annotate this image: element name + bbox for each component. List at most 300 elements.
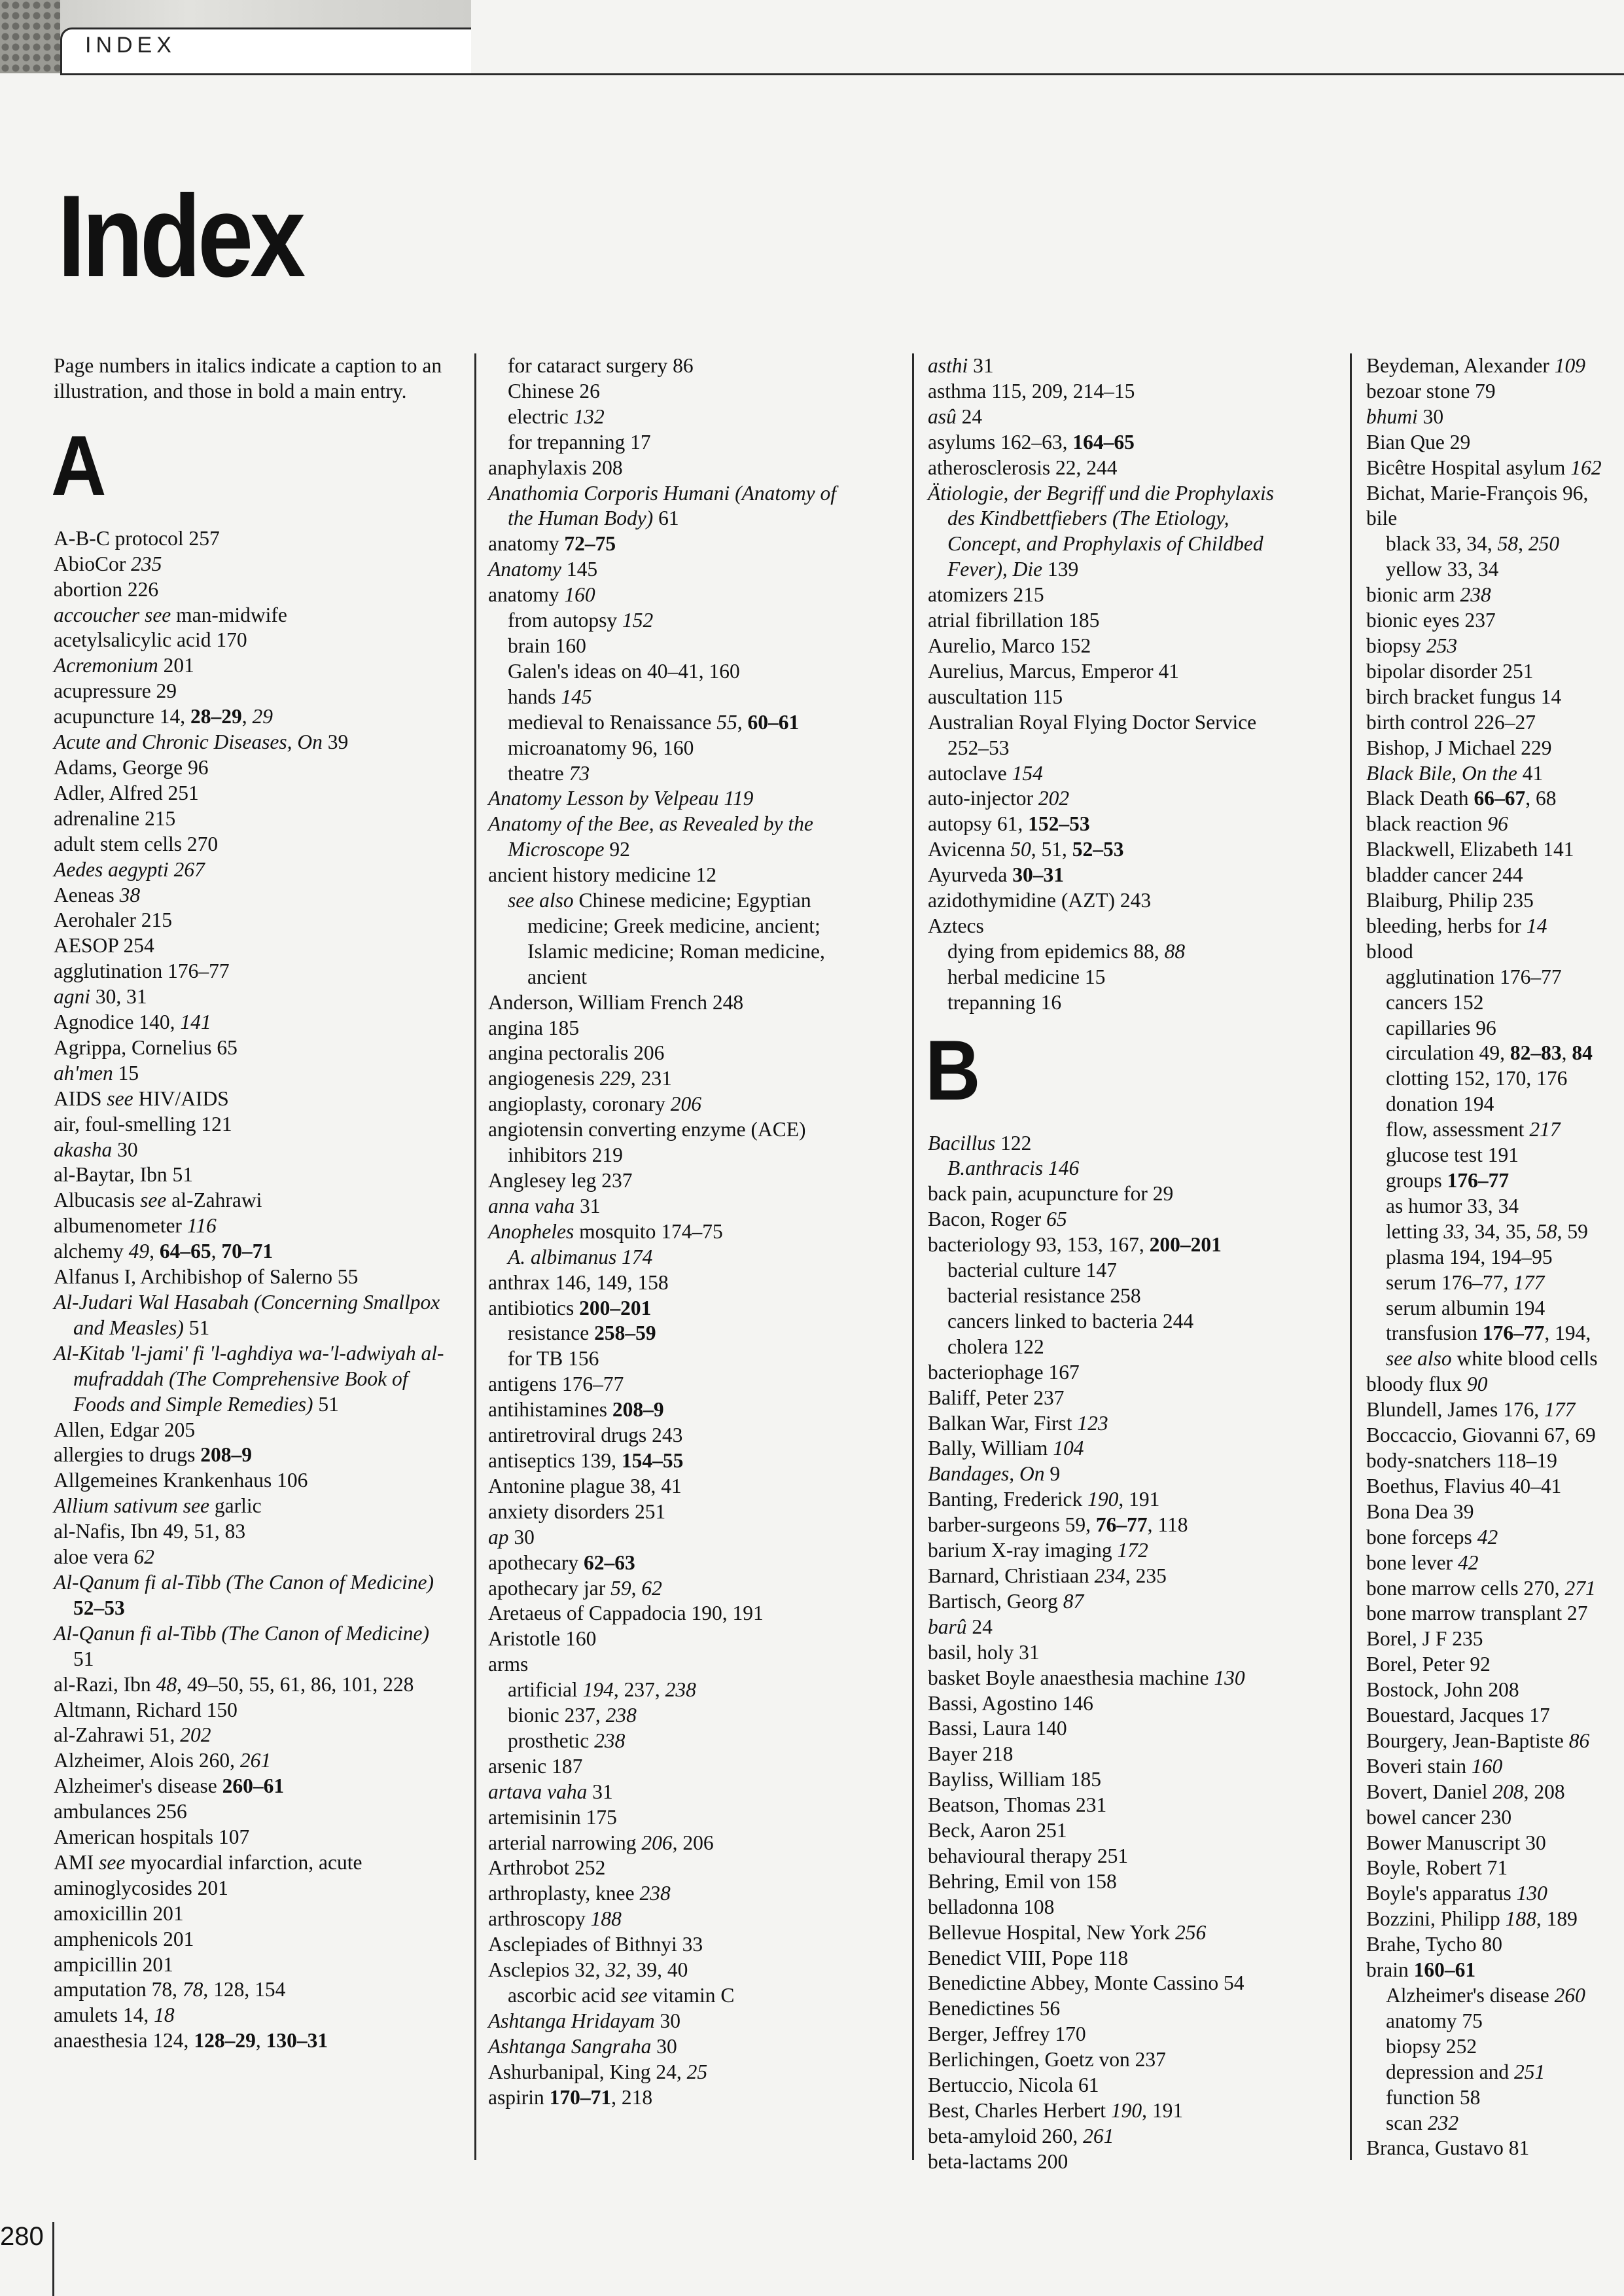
entry-text-run: 30	[654, 2009, 680, 2032]
index-entry	[928, 1538, 1294, 1564]
entry-text-run: biopsy 252	[1386, 2034, 1477, 2058]
entry-text-run: 208–9	[612, 1398, 664, 1422]
entry-text-run: bone marrow transplant 27	[1366, 1602, 1588, 1625]
index-subentry	[1366, 1143, 1624, 1168]
entry-text-run: bladder cancer 244	[1366, 863, 1523, 887]
entry-text-run: ambulances 256	[54, 1800, 187, 1823]
entry-text-run: function 58	[1386, 2085, 1481, 2109]
entry-text-run: 162	[1570, 456, 1602, 479]
index-entry	[928, 1742, 1294, 1767]
index-subentry	[928, 1258, 1294, 1283]
index-subentry	[488, 659, 855, 685]
index-entry	[488, 1066, 855, 1092]
index-entry	[54, 1799, 446, 1825]
entry-text-run: Bellevue Hospital, New York	[928, 1920, 1175, 1944]
entry-text-run: antiseptics 139,	[488, 1448, 622, 1472]
entry-text-run: Benedict VIII, Pope 118	[928, 1946, 1129, 1969]
entry-text-run: autopsy 61,	[928, 812, 1029, 836]
column-divider	[1350, 353, 1352, 2160]
entry-text-run: dying from epidemics 88,	[947, 939, 1165, 963]
entry-text-run: 152	[622, 609, 654, 632]
index-subentry	[488, 736, 855, 761]
entry-text-run: Bona Dea 39	[1366, 1499, 1474, 1523]
index-entry	[1366, 1576, 1624, 1602]
index-entry	[928, 710, 1294, 761]
entry-text-run: hands	[508, 685, 561, 708]
entry-text-run: , 191	[1118, 1488, 1160, 1511]
entry-text-run: 31	[574, 1194, 601, 1217]
entry-text-run: 250	[1528, 532, 1560, 556]
index-subentry	[1366, 557, 1624, 583]
entry-text-run: serum 176–77,	[1386, 1270, 1514, 1294]
entry-text-run: bone lever	[1366, 1551, 1458, 1574]
index-entry	[488, 1805, 855, 1831]
index-entry	[1366, 379, 1624, 404]
entry-text-run: Bayliss, William 185	[928, 1768, 1102, 1791]
index-entry	[928, 786, 1294, 812]
index-entry	[1366, 1754, 1624, 1780]
entry-text-run: 30	[112, 1138, 138, 1161]
index-entry	[1366, 939, 1624, 965]
entry-text-run: angioplasty, coronary	[488, 1092, 671, 1116]
entry-text-run: Bovert, Daniel	[1366, 1780, 1493, 1803]
index-subentry	[1366, 2060, 1624, 2085]
index-entry	[1366, 1907, 1624, 1932]
entry-text-run: aloe vera	[54, 1545, 134, 1569]
entry-text-run: Agnodice 140,	[54, 1011, 181, 1034]
entry-text-run: 24	[966, 1615, 993, 1638]
index-entry	[54, 603, 446, 628]
entry-text-run: anthrax 146, 149, 158	[488, 1270, 669, 1294]
entry-text-run: ,	[737, 710, 748, 734]
entry-text-run: Brahe, Tycho 80	[1366, 1933, 1503, 1956]
index-entry	[488, 1576, 855, 1602]
entry-text-run: 139	[1042, 558, 1079, 581]
entry-text-run: amulets 14,	[54, 2003, 154, 2027]
index-subentry	[488, 1983, 855, 2009]
index-entry	[488, 1168, 855, 1194]
entry-text-run: 38	[119, 883, 141, 906]
entry-text-run: 229	[599, 1067, 631, 1090]
index-subentry	[488, 685, 855, 710]
index-entry	[1366, 1474, 1624, 1499]
index-entry	[1366, 506, 1624, 531]
index-entry	[54, 2028, 446, 2054]
index-entry	[54, 1927, 446, 1952]
entry-text-run: 190	[1087, 1488, 1119, 1511]
index-entry	[928, 404, 1294, 430]
index-subentry	[1366, 1016, 1624, 1041]
entry-text-run: Branca, Gustavo 81	[1366, 2136, 1530, 2160]
entry-text-run: Anopheles	[488, 1219, 574, 1243]
entry-text-run: 154	[1012, 761, 1043, 785]
entry-text-run: 260	[1554, 1984, 1585, 2007]
index-entry	[928, 608, 1294, 634]
index-entry	[488, 1958, 855, 1983]
index-entry	[928, 1818, 1294, 1844]
entry-text-run: mosquito 174–75	[574, 1219, 723, 1243]
entry-text-run: Anatomy	[488, 558, 561, 581]
index-entry	[54, 1825, 446, 1850]
entry-text-run: anxiety disorders 251	[488, 1499, 666, 1523]
index-entry	[54, 1265, 446, 1290]
entry-text-run: Aeneas	[54, 883, 120, 906]
entry-text-run: 88	[1164, 939, 1186, 963]
index-entry	[928, 1920, 1294, 1946]
entry-text-run: aspirin	[488, 2085, 550, 2109]
entry-text-run: Albucasis	[54, 1189, 141, 1212]
entry-text-run: , 68	[1525, 787, 1557, 810]
entry-text-run: 73	[569, 761, 590, 785]
entry-text-run: , 51,	[1031, 838, 1072, 861]
entry-text-run: anaphylaxis 208	[488, 456, 623, 479]
entry-text-run: body-snatchers 118–19	[1366, 1448, 1557, 1472]
index-entry	[54, 1977, 446, 2003]
index-entry	[54, 1570, 446, 1621]
index-entry	[1366, 837, 1624, 863]
entry-text-run: cancers 152	[1386, 990, 1484, 1014]
index-subentry	[488, 1346, 855, 1372]
entry-text-run: 64–65	[159, 1240, 211, 1263]
entry-text-run: Agrippa, Cornelius 65	[54, 1035, 238, 1059]
index-entry	[928, 863, 1294, 888]
entry-text-run: antibiotics	[488, 1296, 580, 1319]
entry-text-run: American hospitals 107	[54, 1825, 250, 1849]
entry-text-run: 66–67	[1474, 787, 1526, 810]
entry-text-run: Banting, Frederick	[928, 1488, 1088, 1511]
entry-text-run: Bozzini, Philipp	[1366, 1907, 1506, 1931]
entry-text-run: Best, Charles Herbert	[928, 2099, 1111, 2122]
index-subentry	[1366, 1168, 1624, 1194]
entry-text-run: 238	[639, 1882, 671, 1905]
entry-text-run: 190	[1110, 2099, 1142, 2122]
entry-text-run: as humor 33, 34	[1386, 1194, 1519, 1217]
entry-text-run: 132	[573, 404, 605, 428]
index-entry	[928, 1360, 1294, 1386]
index-entry	[488, 1881, 855, 1907]
index-subentry	[488, 1677, 855, 1703]
index-column-2	[488, 353, 855, 2160]
index-entry	[54, 552, 446, 577]
index-entry	[1366, 710, 1624, 736]
entry-text-run: Bassi, Agostino 146	[928, 1691, 1093, 1715]
index-entry	[928, 1513, 1294, 1538]
entry-text-run: Chinese 26	[508, 379, 600, 403]
entry-text-run: 261	[239, 1749, 272, 1772]
entry-text-run: angiogenesis	[488, 1067, 600, 1090]
entry-text-run: 104	[1053, 1437, 1084, 1460]
entry-text-run: medieval to Renaissance	[508, 710, 717, 734]
entry-text-run: ap	[488, 1525, 509, 1549]
entry-text-run: 170–71	[549, 2085, 612, 2109]
entry-text-run: asylums 162–63,	[928, 430, 1073, 454]
entry-text-run: yellow 33, 34	[1386, 558, 1499, 581]
entry-text-run: AMI	[54, 1850, 99, 1874]
index-entry	[1366, 659, 1624, 685]
index-entry	[1366, 404, 1624, 430]
entry-text-run: Ashurbanipal, King 24,	[488, 2060, 687, 2083]
entry-text-run: biopsy	[1366, 634, 1426, 657]
entry-text-run: for trepanning 17	[508, 430, 651, 454]
index-entry	[54, 1188, 446, 1213]
entry-text-run: 238	[665, 1678, 696, 1702]
entry-text-run: 258–59	[594, 1321, 656, 1345]
entry-text-run: Alzheimer's disease	[54, 1774, 222, 1798]
index-entry	[928, 685, 1294, 710]
entry-text-run: amphenicols 201	[54, 1927, 194, 1950]
entry-text-run: bezoar stone 79	[1366, 379, 1496, 403]
index-subentry	[488, 761, 855, 787]
entry-text-run: see	[140, 1189, 167, 1212]
index-entry	[54, 806, 446, 832]
entry-text-run: plasma 194, 194–95	[1386, 1245, 1553, 1268]
index-entry	[488, 1474, 855, 1499]
entry-list	[1366, 353, 1624, 2160]
index-entry	[1366, 1525, 1624, 1551]
entry-text-run: Behring, Emil von 158	[928, 1869, 1117, 1893]
entry-text-run: indicate a caption to an illustration, and those in	[54, 354, 442, 403]
entry-text-run: acetylsalicylic acid 170	[54, 628, 247, 652]
entry-text-run: 86	[1568, 1729, 1590, 1752]
entry-text-run: Acremonium	[54, 654, 158, 677]
entry-text-run: , 39, 40	[626, 1958, 688, 1982]
entry-text-run: see	[621, 1984, 648, 2007]
entry-text-run: Alfanus I, Archibishop of Salerno 55	[54, 1265, 359, 1289]
index-entry	[488, 990, 855, 1016]
entry-text-run: atrial fibrillation 185	[928, 609, 1100, 632]
entry-text-run: abortion 226	[54, 577, 159, 601]
index-entry	[1366, 456, 1624, 481]
index-entry	[1366, 1499, 1624, 1525]
index-entry	[928, 1232, 1294, 1258]
entry-text-run: 58	[1536, 1219, 1557, 1243]
index-entry	[54, 1672, 446, 1698]
index-entry	[928, 1411, 1294, 1437]
entry-text-run: Boyle, Robert 71	[1366, 1856, 1508, 1880]
entry-text-run: theatre	[508, 761, 569, 785]
index-entry	[54, 1035, 446, 1061]
index-entry	[54, 1213, 446, 1239]
index-subentry	[928, 990, 1294, 1016]
pill-photo-thumbnail	[0, 0, 60, 73]
index-entry	[928, 1971, 1294, 1996]
index-subentry	[1366, 965, 1624, 990]
entry-text-run: auscultation 115	[928, 685, 1063, 708]
entry-text-run: Bostock, John 208	[1366, 1678, 1519, 1702]
index-entry	[54, 1341, 446, 1418]
entry-text-run: 201	[158, 654, 194, 677]
entry-text-run: Blundell, James 176,	[1366, 1398, 1545, 1422]
index-entry	[928, 1462, 1294, 1487]
entry-text-run: Black Death	[1366, 787, 1474, 810]
header-rule	[60, 73, 1624, 75]
index-entry	[1366, 1703, 1624, 1729]
index-entry	[54, 883, 446, 908]
index-subentry	[488, 710, 855, 736]
index-entry	[488, 1016, 855, 1041]
index-entry	[488, 1652, 855, 1677]
entry-text-run: 76–77	[1095, 1513, 1148, 1537]
entry-text-run: 200–201	[579, 1296, 652, 1319]
entry-text-run: serum albumin 194	[1386, 1296, 1545, 1319]
index-subentry	[928, 1335, 1294, 1360]
entry-text-run: herbal medicine 15	[947, 965, 1106, 988]
entry-text-run: Chinese medicine; Egyptian medicine; Greek medicine, ancient; Islamic medicine; Roman medicine, ancient	[527, 889, 825, 988]
page-title: Index	[58, 171, 303, 301]
entry-text-run: artificial	[508, 1678, 583, 1702]
entry-text-run: 235	[131, 552, 162, 575]
index-entry	[928, 1996, 1294, 2022]
section-letter-b: B	[925, 1022, 981, 1118]
index-entry	[54, 1545, 446, 1570]
index-subentry	[1366, 531, 1624, 557]
entry-text-run: Arthrobot 252	[488, 1856, 606, 1880]
index-entry	[1366, 353, 1624, 379]
entry-text-run: Adler, Alfred 251	[54, 781, 199, 804]
entry-text-run: Berlichingen, Goetz von 237	[928, 2048, 1166, 2072]
index-entry	[928, 2047, 1294, 2073]
index-entry	[928, 1895, 1294, 1920]
entry-text-run: , 231	[630, 1067, 672, 1090]
entry-text-run: Anathomia Corporis Humani (Anatomy of the Human Body)	[488, 481, 836, 530]
entry-text-run: ancient history medicine 12	[488, 863, 717, 887]
entry-text-run: groups	[1386, 1169, 1447, 1192]
index-entry	[1366, 430, 1624, 456]
entry-text-run: Bally, William	[928, 1437, 1053, 1460]
index-subentry	[488, 1729, 855, 1754]
entry-text-run: aminoglycosides 201	[54, 1876, 228, 1899]
index-subentry	[928, 1283, 1294, 1309]
entry-text-run: Allgemeines Krankenhaus 106	[54, 1469, 308, 1492]
entry-text-run: Beydeman, Alexander	[1366, 354, 1555, 377]
index-entry	[928, 1844, 1294, 1869]
entry-text-run: bacteriophage 167	[928, 1360, 1080, 1384]
entry-text-run: 51	[73, 1647, 94, 1670]
entry-text-run: depression and	[1386, 2060, 1514, 2083]
index-entry	[488, 1856, 855, 1881]
index-entry	[488, 456, 855, 481]
entry-text-run: behavioural therapy 251	[928, 1844, 1129, 1867]
entry-text-run: , 235	[1125, 1564, 1167, 1587]
entry-text-run: 51	[183, 1316, 210, 1339]
index-entry	[54, 1162, 446, 1188]
index-entry	[928, 2073, 1294, 2098]
entry-text-run: 176–77	[1447, 1169, 1509, 1192]
entry-text-run: ,	[241, 705, 253, 728]
index-entry	[928, 2124, 1294, 2149]
entry-text-run: Alzheimer, Alois 260,	[54, 1749, 240, 1772]
entry-text-run: see also	[508, 889, 574, 912]
index-entry	[1366, 1881, 1624, 1907]
index-entry	[928, 914, 1294, 939]
entry-text-run: ampicillin 201	[54, 1952, 173, 1976]
entry-text-run: apothecary	[488, 1551, 584, 1574]
index-entry	[488, 1117, 855, 1168]
entry-text-run: ,	[255, 2029, 266, 2053]
entry-text-run: 31	[587, 1780, 613, 1803]
index-subentry	[1366, 2085, 1624, 2111]
index-entry	[1366, 1626, 1624, 1652]
entry-text-run: Boethus, Flavius 40–41	[1366, 1474, 1562, 1498]
column-divider	[912, 353, 914, 2160]
entry-list	[54, 526, 446, 2054]
entry-text-run: Benedictine Abbey, Monte Cassino 54	[928, 1971, 1244, 1995]
entry-text-run: 92	[604, 838, 630, 861]
entry-text-run: asthma 115, 209, 214–15	[928, 379, 1135, 403]
index-entry	[928, 1767, 1294, 1793]
entry-text-run: angiotensin converting enzyme (ACE) inhibitors 219	[488, 1118, 806, 1167]
column-divider	[474, 353, 476, 2160]
index-entry	[488, 1092, 855, 1117]
entry-text-run: 160	[564, 583, 595, 607]
entry-text-run: birth control 226–27	[1366, 710, 1536, 734]
entry-text-run: 128–29	[194, 2029, 256, 2053]
entry-text-run: A-B-C protocol 257	[54, 526, 220, 550]
entry-text-run: myocardial infarction, acute	[125, 1850, 362, 1874]
entry-text-run: 160	[1471, 1754, 1503, 1778]
entry-text-run: Aurelius, Marcus, Emperor 41	[928, 659, 1180, 683]
entry-text-run: arthroscopy	[488, 1907, 591, 1931]
entry-text-run: 59	[610, 1576, 631, 1600]
entry-text-run: electric	[508, 404, 574, 428]
index-subentry	[1366, 1296, 1624, 1321]
index-entry	[928, 1589, 1294, 1615]
entry-text-run: air, foul-smelling 121	[54, 1112, 232, 1136]
index-entry	[1366, 1652, 1624, 1677]
entry-text-run: albumenometer	[54, 1214, 187, 1238]
entry-text-run: 194	[582, 1678, 614, 1702]
index-entry	[1366, 1932, 1624, 1958]
index-subentry	[1366, 990, 1624, 1016]
index-entry	[54, 679, 446, 704]
entry-text-run: 31	[968, 354, 994, 377]
index-entry	[488, 786, 855, 812]
entry-text-run: 217	[1529, 1118, 1561, 1141]
index-subentry	[928, 1309, 1294, 1335]
index-entry	[54, 984, 446, 1010]
index-entry	[488, 1448, 855, 1474]
index-entry	[54, 781, 446, 806]
entry-text-run: 9	[1044, 1462, 1061, 1486]
entry-text-run: al-Zahrawi 51,	[54, 1723, 181, 1747]
entry-text-run: 30	[1417, 404, 1444, 428]
index-entry	[1366, 1601, 1624, 1626]
index-entry	[1366, 786, 1624, 812]
entry-text-run: 122	[995, 1131, 1032, 1155]
index-entry	[1366, 1448, 1624, 1474]
entry-text-run: 24	[956, 404, 983, 428]
entry-text-run: accoucher see	[54, 603, 171, 626]
index-entry	[488, 1831, 855, 1856]
entry-text-run: Asclepiades of Bithnyi 33	[488, 1933, 703, 1956]
entry-text-run: 251	[1513, 2060, 1545, 2083]
entry-text-run: Bishop, J Michael 229	[1366, 736, 1552, 759]
entry-text-run: akasha	[54, 1138, 113, 1161]
index-entry	[54, 1086, 446, 1112]
entry-text-run: agglutination 176–77	[54, 960, 230, 983]
entry-text-run: 172	[1117, 1539, 1148, 1562]
entry-text-run: 87	[1063, 1589, 1084, 1613]
index-entry	[928, 2149, 1294, 2175]
entry-text-run: 42	[1457, 1551, 1479, 1574]
entry-text-run: antigens 176–77	[488, 1372, 624, 1396]
index-entry	[488, 1372, 855, 1397]
entry-text-run: ,	[1561, 1041, 1572, 1065]
entry-text-run: anna vaha	[488, 1194, 575, 1217]
entry-text-run: 188	[590, 1907, 622, 1931]
entry-text-run: Allium sativum see	[54, 1494, 209, 1518]
index-entry	[1366, 634, 1624, 659]
